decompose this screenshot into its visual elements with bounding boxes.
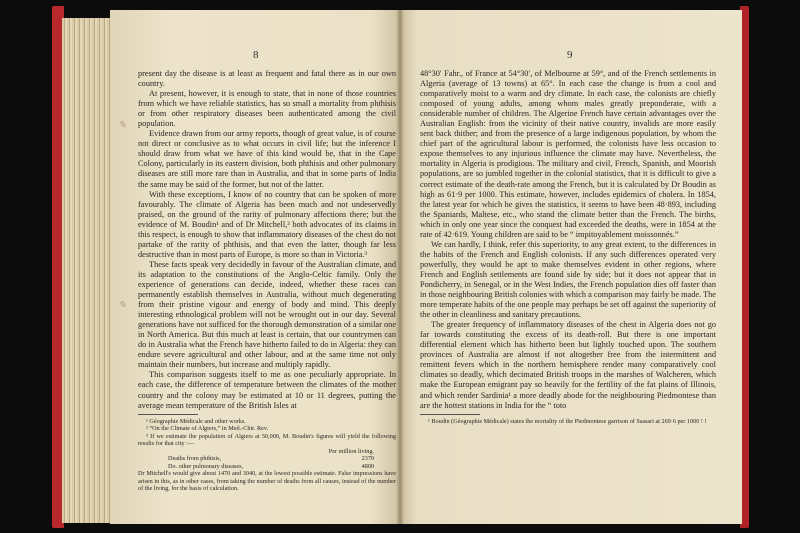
left-page-number: 8 <box>253 49 259 61</box>
footnotes <box>420 418 716 426</box>
footnote: ¹ Géographie Médicale and other works. <box>146 417 246 425</box>
footnote: ¹ Boudin (Géographie Médicale) states the mortality of the Piedmontese garrison of Sassari at 269·6 per 1000 ! ! <box>428 417 707 425</box>
footnote-table-row: Do. other pulmonary diseases, 4800 <box>168 462 374 470</box>
footnote-separator <box>138 414 198 415</box>
paragraph: This comparison suggests itself to me as one peculiarly appropriate. In each case, the difference of temperature between the climates of the mother country and the colony may be estimated at 10 or 11 degrees, putting the average mean temperature of the British Isles at <box>138 370 396 410</box>
footnote-separator <box>420 414 480 415</box>
paragraph: Evidence drawn from our army reports, though of great value, is of course not direct or conclusive as to what occurs in civil life; but the inference I should draw from what we have of this kind would be, that in the Cape Colony, particularly in its eastern division, both phthisis and other pulmonary diseases are still more rare than in Australia, and that in some parts of India the same may be said of the former, but not of the latter. <box>138 129 396 189</box>
right-page-body <box>420 69 716 425</box>
paragraph: We can hardly, I think, refer this superiority, to any great extent, to the differences in the habits of the French and English colonists. If any such differences operated very powerfully, they would be apt to make themselves evident in other regions, where French and English settlements are found side by side; but it does not appear that in Pondicherry, in Senegal, or in the West Indies, the French population dies off faster than in those neighbouring British colonies with which a comparison may fairly be made. The more temperate habits of the one people may perhaps be set off against the superiority of the other in cleanliness and sanitary precautions. <box>420 239 716 320</box>
paragraph: present day the disease is at least as frequent and fatal there as in our own country. <box>138 69 396 89</box>
margin-annotation: ✎ <box>118 300 127 311</box>
paragraph: The greater frequency of inflammatory diseases of the chest in Algeria does not go far towards constituting the excess of its death-roll. But there is one important differential element which has hitherto been but lightly touched upon. The southern provinces of Australia are almost if not altogether free from the intermittent and remittent fevers which in the northern hemisphere render many comparatively cool climates so deadly, which decimated British troops in the marshes of Walcheren, which make the European emigrant pay so heavily for the fertility of the fat plains of Illinois, and which render Sardinia¹ a more deadly abode for the neighbouring Piedmontese than are the hottest stations in India for the “ toto <box>420 320 716 410</box>
book-gutter <box>396 10 404 524</box>
footnote-table-row: Deaths from phthisis, 2370 <box>168 455 374 463</box>
right-page-number: 9 <box>567 49 573 61</box>
left-page-body <box>138 69 396 493</box>
footnotes <box>138 418 396 493</box>
margin-annotation: ✎ <box>118 120 127 131</box>
footnote: Dr Mitchell's would give about 1470 and 3040, at the lowest possible estimate. False impressions have arisen in this, as in other cases, from taking the number of deaths from all causes, instead of the number of the living, for the basis of calculation. <box>138 470 396 493</box>
footnote-table-header: Per million living. <box>328 447 374 455</box>
paragraph: With these exceptions, I know of no country that can be spoken of more favourably. The climate of Algeria has been much and not undeservedly praised, on the ground of the rarity of pulmonary affections there; but the evidence of M. Boudin¹ and of Dr Mitchell,² both advocates of its claims in this respect, is enough to show that inflammatory diseases of the chest do not partake of the rarity of phthisis, and that even the latter, though far less destructive than in most parts of Europe, is more so than in Victoria.³ <box>138 189 396 259</box>
paragraph: 48°30′ Fahr., of France at 54°30′, of Melbourne at 59°, and of the French settlements in Algeria (average of 13 towns) at 65°. In each case the change is from a cool and comparatively moist to a warm and dry climate. In each case, the colonists are chiefly composed of young adults, among whom males greatly preponderate, with a considerable number of children. The Algerine French have certain advantages over the Australian English: from the vicinity of their native country, invalids are more easily sent back thither; and from the presence of a large indigenous population, by whom the chief part of the agricultural labour is performed, the colonists have less occasion to expose themselves to any injurious influence the climate may have. Nevertheless, the mortality in Algeria is prodigious. The military and civil, French, Spanish, and Moorish populations, are so jumbled together in the colonial statistics, that it is difficult to give a correct estimate of the death-rate among the French, but it is calculated by Dr Boudin as high as 61·9 per 1000. This estimate, however, includes epidemics of cholera. In 1854, the latest year for which he gives the statistics, it seems to have been 48·893, including the Spaniards, Maltese, etc., who stand the climate better than the French. The births, which in only one year since the conquest had exceeded the deaths, were in 1854 at the rate of 42·619. Young children are said to be “ impitoyablement moissonnés.” <box>420 69 716 239</box>
footnote: ³ If we estimate the population of Algiers at 50,000, M. Boudin's figures will yield the following results for that city :— <box>138 432 396 448</box>
footnote: ² “On the Climate of Algiers,” in Med.-Chir. Rev. <box>146 425 269 433</box>
paragraph: These facts speak very decidedly in favour of the Australian climate, and its adaptation to the constitutions of the Anglo-Celtic family. Only the experience of generations can decide, indeed, whether these races can permanently establish themselves in Australia, without much degenerating from their pristine vigour and energy of body and mind. This deeply interesting ethnological problem will not be wrought out in our day. Several generations have not sufficed for the thorough demonstration of a similar one in North America. But this much at least is certain, that our countrymen can do in Australia what the French have hitherto failed to do in Algeria: they can endure severe agricultural and other labour, and at the same time not only maintain their numbers, but increase and multiply rapidly. <box>138 259 396 370</box>
paragraph: At present, however, it is enough to state, that in none of those countries from which we have reliable statistics, has so small a mortality from phthisis or from other respiratory diseases been authenticated among the civil population. <box>138 89 396 129</box>
